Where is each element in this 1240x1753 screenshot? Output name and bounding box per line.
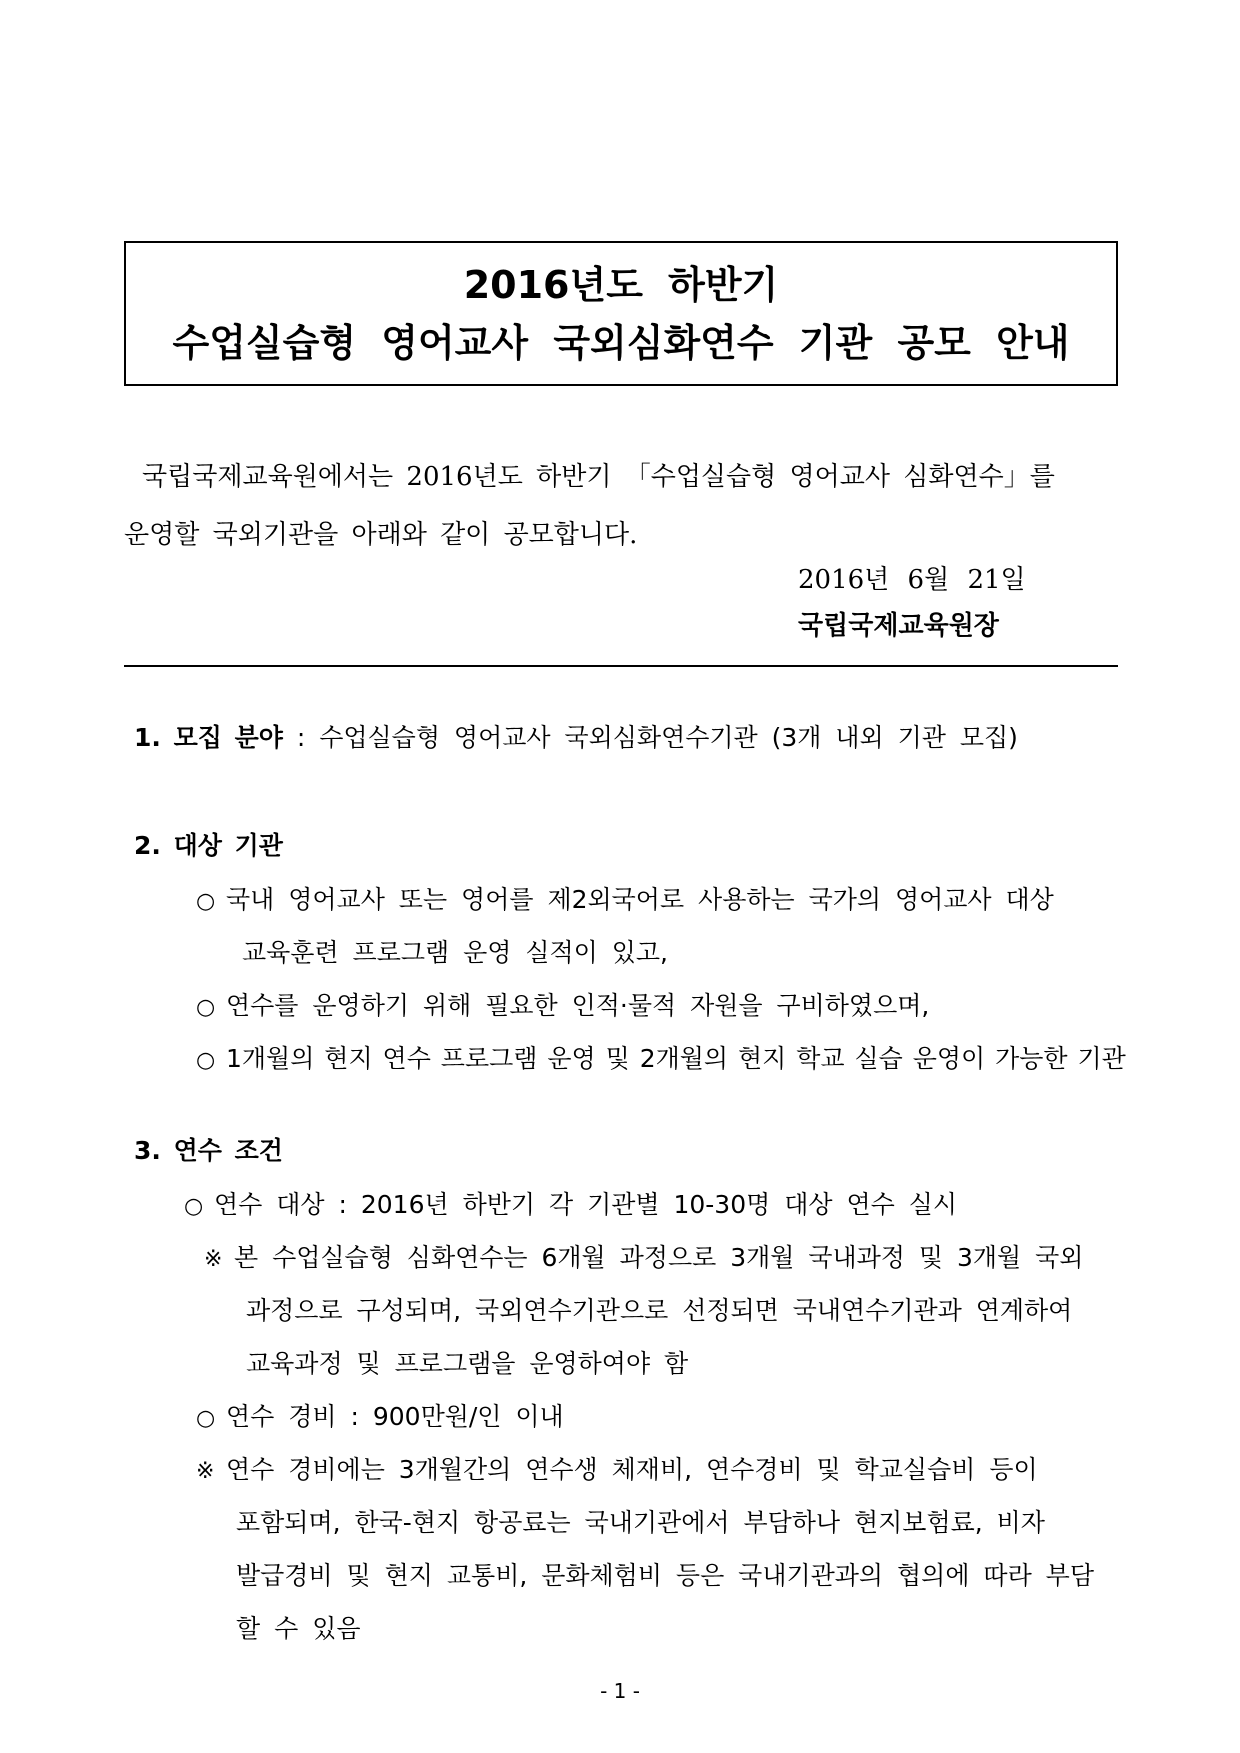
intro-line-1: 국립국제교육원에서는 2016년도 하반기 「수업실습형 영어교사 심화연수」를 [142, 462, 1055, 492]
title-line-1: 2016년도 하반기 [463, 262, 779, 307]
bullet-circle: ○ [196, 889, 216, 914]
section-3-cost-text: 연수 경비 : 900만원/인 이내 [226, 1402, 564, 1431]
section-2-item-3-text: 1개월의 현지 연수 프로그램 운영 및 2개월의 현지 학교 실습 운영이 가능한 기관 [226, 1044, 1126, 1073]
section-2-item-1 [196, 880, 1054, 922]
note-mark: ※ [204, 1247, 223, 1272]
section-2-item-3 [196, 1039, 1126, 1081]
page-number: - 1 - [600, 1679, 640, 1703]
bullet-circle: ○ [196, 1048, 216, 1073]
section-3-heading [134, 1131, 283, 1171]
title-line-2: 수업실습형 영어교사 국외심화연수 기관 공모 안내 [172, 320, 1070, 365]
section-3-note-1-line-3: 교육과정 및 프로그램을 운영하여야 함 [246, 1349, 689, 1378]
issuer-name: 국립국제교육원장 [798, 611, 999, 641]
section-3-label: 3. 연수 조건 [134, 1136, 283, 1165]
section-1-value: : 수업실습형 영어교사 국외심화연수기관 (3개 내외 기관 모집) [282, 723, 1018, 752]
section-1-label: 1. 모집 분야 [134, 723, 283, 752]
bullet-circle: ○ [184, 1194, 204, 1219]
section-3-note-2-line-2: 포함되며, 한국-현지 항공료는 국내기관에서 부담하나 현지보험료, 비자 [236, 1508, 1045, 1537]
section-3-note-2-line-1 [196, 1450, 1038, 1492]
bullet-circle: ○ [196, 1406, 216, 1431]
section-1-heading [134, 718, 1018, 758]
divider-line [124, 665, 1118, 667]
bullet-circle: ○ [196, 995, 216, 1020]
intro-line-2: 운영할 국외기관을 아래와 같이 공모합니다. [124, 520, 638, 550]
section-3-note-2-line-3: 발급경비 및 현지 교통비, 문화체험비 등은 국내기관과의 협의에 따라 부담 [236, 1561, 1094, 1590]
intro-paragraph [124, 448, 1124, 564]
section-2-item-2-text: 연수를 운영하기 위해 필요한 인적·물적 자원을 구비하였으며, [226, 991, 930, 1020]
section-2-heading [134, 826, 283, 866]
section-3-note-1-line-2: 과정으로 구성되며, 국외연수기관으로 선정되면 국내연수기관과 연계하여 [246, 1296, 1073, 1325]
note-mark: ※ [196, 1459, 215, 1484]
section-3-note-2-text-1: 연수 경비에는 3개월간의 연수생 체재비, 연수경비 및 학교실습비 등이 [226, 1455, 1038, 1484]
section-2-item-1-text: 국내 영어교사 또는 영어를 제2외국어로 사용하는 국가의 영어교사 대상 [226, 885, 1054, 914]
section-2-item-1-cont: 교육훈련 프로그램 운영 실적이 있고, [242, 938, 668, 967]
section-3-target-text: 연수 대상 : 2016년 하반기 각 기관별 10-30명 대상 연수 실시 [214, 1190, 958, 1219]
section-3-note-1-text-1: 본 수업실습형 심화연수는 6개월 과정으로 3개월 국내과정 및 3개월 국외 [234, 1243, 1084, 1272]
section-3-note-1-line-1 [204, 1238, 1083, 1280]
section-2-label: 2. 대상 기관 [134, 831, 283, 860]
title-box [124, 241, 1118, 386]
announcement-date: 2016년 6월 21일 [798, 565, 1026, 595]
section-2-item-2 [196, 986, 929, 1028]
section-3-cost [196, 1397, 564, 1439]
section-3-target [184, 1185, 957, 1227]
section-3-note-2-line-4: 할 수 있음 [236, 1614, 361, 1643]
